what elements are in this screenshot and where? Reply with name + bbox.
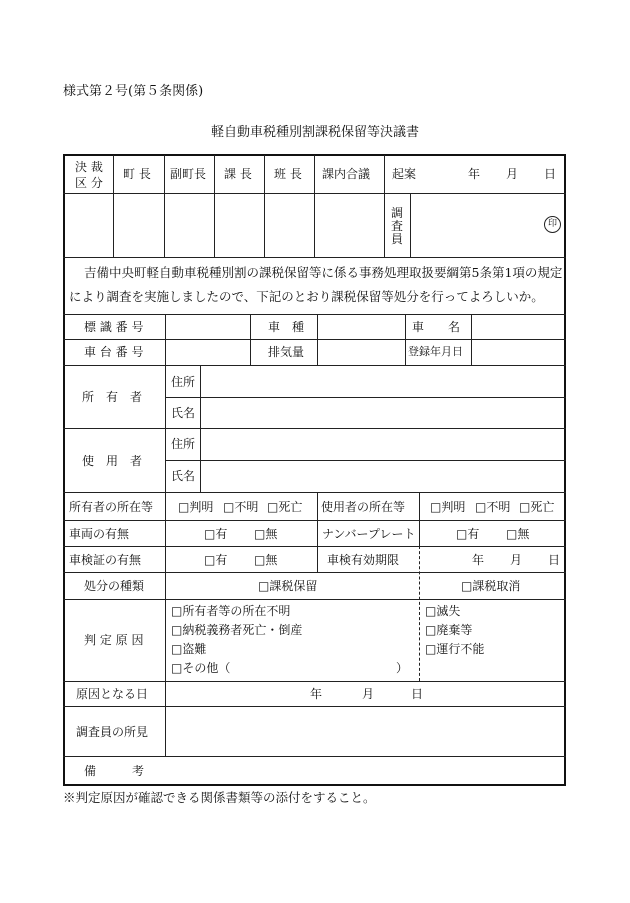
user-unknown-checkbox[interactable]: □不明 bbox=[475, 500, 511, 514]
draft-year: 年 bbox=[468, 167, 481, 181]
reason-taxpayer-dead-checkbox[interactable]: □納税義務者死亡・倒産 bbox=[171, 623, 303, 637]
owner-unknown-checkbox[interactable]: □不明 bbox=[223, 500, 259, 514]
draft-label: 起案 bbox=[392, 167, 417, 181]
cert-no-checkbox[interactable]: □無 bbox=[254, 553, 278, 567]
intro-line-1: 吉備中央町軽自動車税種別割の課税保留等に係る事務処理取扱要綱第5条第1項の規定 bbox=[84, 265, 563, 280]
label-owner: 所 有 者 bbox=[82, 390, 143, 404]
seal-mark: 印 bbox=[544, 216, 561, 233]
user-name-label: 氏名 bbox=[171, 469, 196, 483]
plate-yes-checkbox[interactable]: □有 bbox=[456, 527, 480, 541]
cert-expiry-year: 年 bbox=[472, 553, 485, 567]
owner-deceased-checkbox[interactable]: □死亡 bbox=[267, 500, 303, 514]
plate-no-checkbox[interactable]: □無 bbox=[506, 527, 530, 541]
approval-header-2: 区 分 bbox=[75, 176, 103, 190]
label-findings: 調査員の所見 bbox=[76, 725, 149, 739]
owner-address-label: 住所 bbox=[171, 375, 196, 389]
cert-expiry-day: 日 bbox=[548, 553, 561, 567]
label-chassis-number: 車 台 番 号 bbox=[84, 345, 144, 359]
role-mayor: 町 長 bbox=[123, 167, 151, 181]
role-team-chief: 班 長 bbox=[274, 167, 302, 181]
label-registration-date: 登録年月日 bbox=[408, 345, 463, 358]
cause-date-year: 年 bbox=[310, 687, 323, 701]
user-deceased-checkbox[interactable]: □死亡 bbox=[519, 500, 555, 514]
role-internal-review: 課内合議 bbox=[322, 167, 371, 181]
label-cert-expiry: 車検有効期限 bbox=[327, 553, 400, 567]
owner-known-checkbox[interactable]: □判明 bbox=[178, 500, 214, 514]
reason-scrapped-checkbox[interactable]: □廃棄等 bbox=[425, 623, 473, 637]
user-known-checkbox[interactable]: □判明 bbox=[430, 500, 466, 514]
label-disposition: 処分の種類 bbox=[84, 579, 145, 593]
form-number: 様式第２号(第５条関係) bbox=[63, 84, 204, 99]
label-vehicle-exist: 車両の有無 bbox=[69, 527, 130, 541]
intro-line-2: により調査を実施しましたので、下記のとおり課税保留等処分を行ってよろしいか。 bbox=[69, 289, 544, 304]
draft-day: 日 bbox=[544, 167, 557, 181]
vehicle-yes-checkbox[interactable]: □有 bbox=[204, 527, 228, 541]
owner-name-label: 氏名 bbox=[171, 406, 196, 420]
user-address-label: 住所 bbox=[171, 437, 196, 451]
label-cause-date: 原因となる日 bbox=[76, 687, 149, 701]
reason-other-close: ） bbox=[396, 661, 409, 675]
reason-inoperable-checkbox[interactable]: □運行不能 bbox=[425, 642, 485, 656]
reason-lost-checkbox[interactable]: □滅失 bbox=[425, 604, 461, 618]
reason-other-checkbox[interactable]: □その他（ bbox=[171, 661, 231, 675]
label-judgement-reason: 判 定 原 因 bbox=[84, 633, 144, 647]
label-user: 使 用 者 bbox=[82, 454, 143, 468]
label-user-location: 使用者の所在等 bbox=[321, 500, 406, 514]
disposition-cancel-checkbox[interactable]: □課税取消 bbox=[461, 579, 521, 593]
label-plate-number: 標 識 番 号 bbox=[84, 320, 144, 334]
cause-date-month: 月 bbox=[362, 687, 375, 701]
role-section-chief: 課 長 bbox=[224, 167, 252, 181]
cert-yes-checkbox[interactable]: □有 bbox=[204, 553, 228, 567]
vehicle-no-checkbox[interactable]: □無 bbox=[254, 527, 278, 541]
label-vehicle-type: 車 種 bbox=[268, 320, 305, 334]
disposition-hold-checkbox[interactable]: □課税保留 bbox=[258, 579, 318, 593]
label-vehicle-name: 車 名 bbox=[412, 320, 461, 334]
label-number-plate: ナンバープレート bbox=[322, 527, 416, 541]
reason-theft-checkbox[interactable]: □盗難 bbox=[171, 642, 207, 656]
cause-date-day: 日 bbox=[411, 687, 424, 701]
label-remarks: 備 考 bbox=[84, 764, 145, 778]
label-displacement: 排気量 bbox=[268, 345, 305, 359]
cert-expiry-month: 月 bbox=[510, 553, 523, 567]
investigator-label: 調 bbox=[391, 206, 404, 220]
approval-header: 決 裁 bbox=[75, 160, 103, 174]
reason-owner-unknown-checkbox[interactable]: □所有者等の所在不明 bbox=[171, 604, 291, 618]
page-title: 軽自動車税種別割課税保留等決議書 bbox=[210, 125, 419, 140]
label-owner-location: 所有者の所在等 bbox=[69, 500, 154, 514]
footnote: ※判定原因が確認できる関係書類等の添付をすること。 bbox=[63, 790, 376, 805]
draft-month: 月 bbox=[506, 167, 519, 181]
role-vice-mayor: 副町長 bbox=[170, 167, 207, 181]
label-cert-exist: 車検証の有無 bbox=[69, 553, 142, 567]
